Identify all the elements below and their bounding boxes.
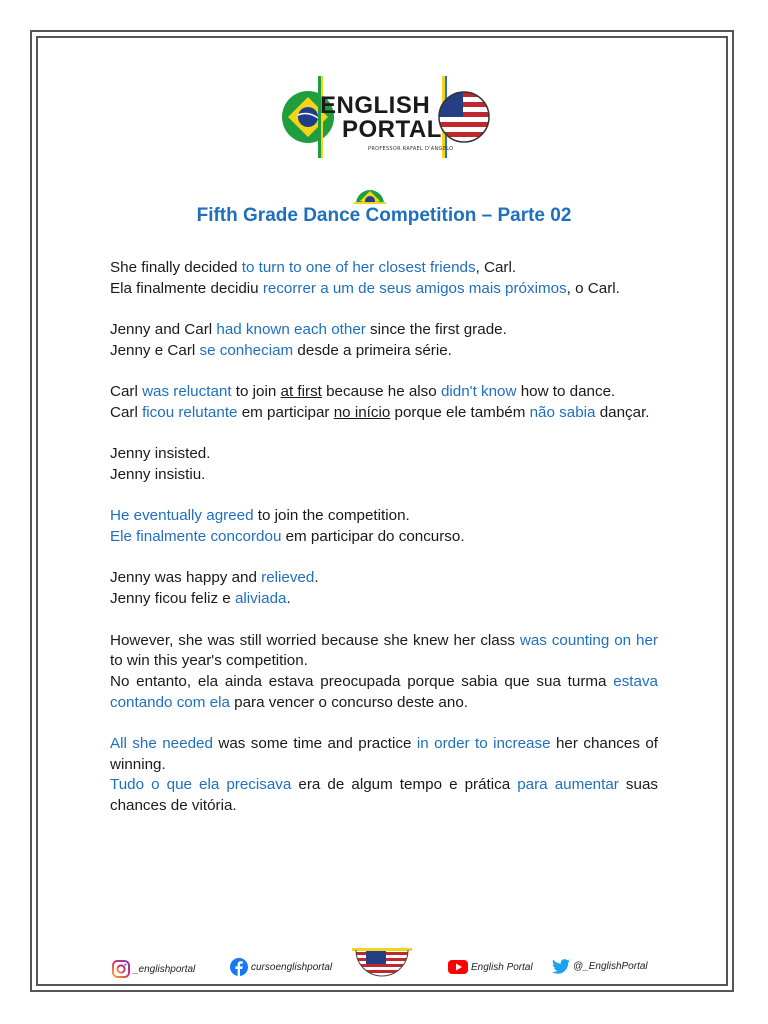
logo-wordmark [320,94,442,142]
facebook-handle: cursoenglishportal [251,961,333,973]
text-segment: desde a primeira série. [293,341,452,359]
highlighted-phrase: All she needed [110,735,213,753]
text-segment: because he also [321,383,441,401]
text-segment: Jenny and Carl [110,321,217,339]
highlighted-phrase: Tudo o que ela precisava [110,776,292,794]
english-sentence [110,258,658,279]
highlighted-phrase: didn't know [440,383,517,401]
highlighted-phrase: estava contando com ela [110,672,658,711]
text-segment: suas chances de vitória. [110,776,658,815]
text-segment: her chances of winning. [110,735,659,773]
logo-line-1: ENGLISH [320,92,431,119]
facebook-icon [230,958,248,976]
text-segment: , Carl. [475,259,517,276]
text-segment: Carl [110,383,143,401]
text-segment: how to dance. [516,383,616,401]
sentence-pair [110,734,658,817]
text-segment: dançar. [595,403,650,421]
text-segment: Jenny e Carl [110,341,200,359]
sentence-pair [110,382,658,423]
text-segment: para vencer o concurso deste ano. [229,693,468,711]
underlined-phrase: no início [333,403,391,421]
text-segment: em participar [237,403,334,421]
text-segment: to join [231,383,281,401]
text-segment: since the first grade. [365,321,507,339]
text-segment: She finally decided [110,259,242,276]
english-sentence [110,568,658,589]
text-segment: However, she was still worried because she knew her class [110,631,520,649]
portuguese-translation [110,403,658,424]
youtube-icon [448,960,468,974]
portuguese-translation [110,672,658,713]
portuguese-translation [110,589,658,610]
highlighted-phrase: was reluctant [142,383,232,401]
twitter-handle: @_EnglishPortal [573,961,648,972]
twitter-icon [552,959,570,974]
instagram-link[interactable] [112,960,195,978]
text-segment: Jenny was happy and [110,569,262,587]
text-segment: , o Carl. [566,279,620,297]
text-segment: em participar do concurso. [281,528,465,546]
facebook-link[interactable] [230,958,332,976]
text-segment: . [314,569,319,587]
english-sentence [110,734,658,775]
highlighted-phrase: relieved [261,569,315,587]
twitter-link[interactable] [552,959,648,974]
text-segment: to win this year's competition. [110,652,308,670]
text-segment: porque ele também [390,403,530,421]
instagram-handle: _englishportal [133,963,196,975]
sentence-pair [110,444,658,485]
logo-tagline: PROFESSOR RAFAEL D'ANGELO [368,146,454,152]
english-portal-logo [280,62,490,172]
highlighted-phrase: recorrer a um de seus amigos mais próximos [262,279,567,297]
english-sentence [110,382,658,403]
text-segment: was some time and practice [212,735,417,753]
logo-line-2: PORTAL [342,116,442,143]
text-segment: Carl [110,403,143,421]
portuguese-translation [110,775,658,816]
highlighted-phrase: in order to increase [416,735,551,753]
highlighted-phrase: aliviada [234,590,287,608]
highlighted-phrase: não sabia [529,403,596,421]
text-segment: Jenny ficou feliz e [110,590,235,608]
usa-flag-icon [352,948,412,978]
underlined-phrase: at first [280,383,322,401]
portuguese-translation [110,465,658,486]
portuguese-translation [110,341,658,362]
text-segment: . [286,590,291,608]
instagram-icon [112,960,130,978]
youtube-channel: English Portal [471,961,533,973]
brazil-flag-icon [354,182,386,204]
english-sentence [110,320,658,341]
sentence-pair [110,320,658,361]
english-sentence [110,444,658,465]
text-segment: Jenny insistiu. [110,465,206,483]
lesson-content [110,258,658,838]
sentence-pair [110,631,658,714]
sentence-pair [110,258,658,299]
highlighted-phrase: He eventually agreed [110,507,254,525]
highlighted-phrase: had known each other [216,321,366,339]
page-title: Fifth Grade Dance Competition – Parte 02 [196,205,572,226]
social-footer [112,948,652,984]
portuguese-translation [110,279,658,300]
highlighted-phrase: se conheciam [199,341,294,359]
english-sentence [110,506,658,527]
english-sentence [110,631,658,672]
youtube-link[interactable] [448,960,533,974]
sentence-pair [110,568,658,609]
portuguese-translation [110,527,658,548]
text-segment: era de algum tempo e prática [291,776,518,794]
highlighted-phrase: to turn to one of her closest friends [241,259,476,276]
sentence-pair [110,506,658,547]
text-segment: Jenny insisted. [110,445,211,463]
text-segment: Ela finalmente decidiu [110,279,263,297]
text-segment: to join the competition. [253,507,410,525]
highlighted-phrase: Ele finalmente concordou [110,528,282,546]
text-segment: No entanto, ela ainda estava preocupada porque sabia que sua turma [110,672,614,690]
highlighted-phrase: para aumentar [517,776,619,794]
highlighted-phrase: was counting on her [519,631,658,649]
highlighted-phrase: ficou relutante [142,403,238,421]
